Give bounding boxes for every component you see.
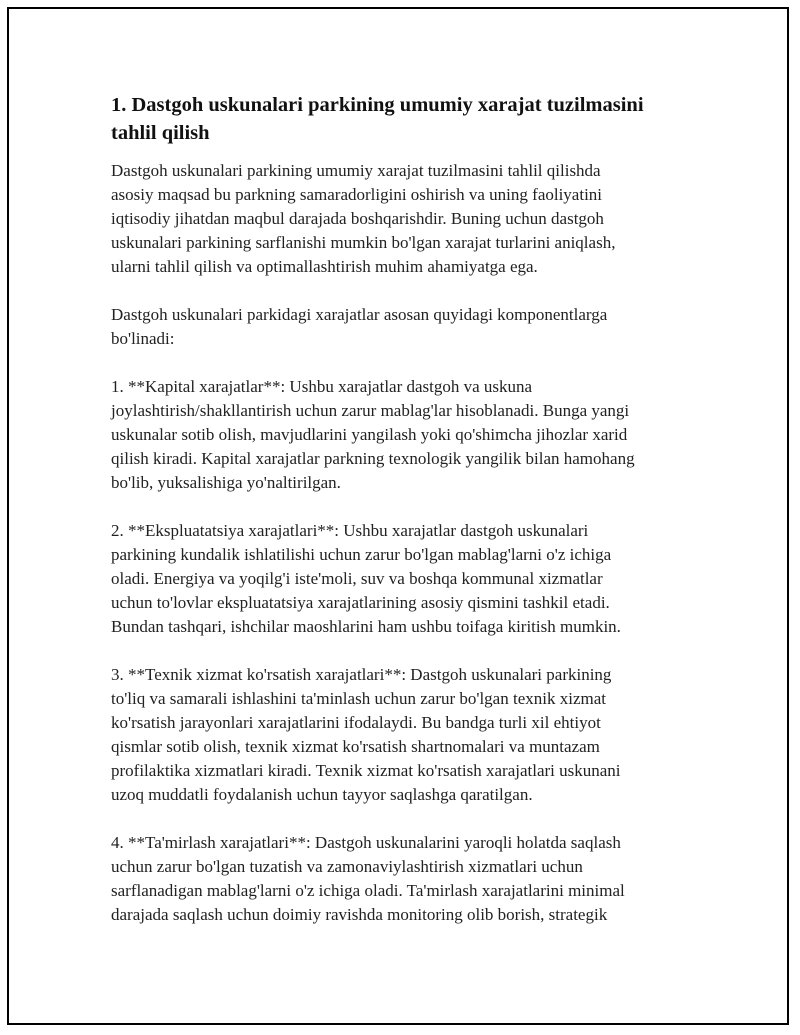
text-line: 3. **Texnik xizmat ko'rsatish xarajatlari**: Dastgoh uskunalari parkining <box>111 665 612 684</box>
text-line: Dastgoh uskunalari parkidagi xarajatlar asosan quyidagi komponentlarga <box>111 305 608 324</box>
intro-paragraph <box>111 159 686 279</box>
text-line: Dastgoh uskunalari parkining umumiy xarajat tuzilmasini tahlil qilishda <box>111 161 601 180</box>
maintenance-costs-paragraph <box>111 663 686 807</box>
capital-costs-paragraph <box>111 375 686 495</box>
section-heading <box>111 91 686 147</box>
text-line: Bundan tashqari, ishchilar maoshlarini ham ushbu toifaga kiritish mumkin. <box>111 617 621 636</box>
text-line: asosiy maqsad bu parkning samaradorligini oshirish va uning faoliyatini <box>111 185 603 204</box>
text-line: sarflanadigan mablag'larni o'z ichiga oladi. Ta'mirlash xarajatlarini minimal <box>111 881 625 900</box>
text-line: 1. **Kapital xarajatlar**: Ushbu xarajatlar dastgoh va uskuna <box>111 377 533 396</box>
operating-costs-paragraph <box>111 519 686 639</box>
text-line: 4. **Ta'mirlash xarajatlari**: Dastgoh uskunalarini yaroqli holatda saqlash <box>111 833 621 852</box>
text-line: qilish kiradi. Kapital xarajatlar parkning texnologik yangilik bilan hamohang <box>111 449 635 468</box>
text-line: uchun to'lovlar ekspluatatsiya xarajatlarining asosiy qismini tashkil etadi. <box>111 593 610 612</box>
repair-costs-paragraph <box>111 831 686 927</box>
text-line: joylashtirish/shakllantirish uchun zarur mablag'lar hisoblanadi. Bunga yangi <box>111 401 630 420</box>
text-line: darajada saqlash uchun doimiy ravishda monitoring olib borish, strategik <box>111 905 608 924</box>
text-line: parkining kundalik ishlatilishi uchun zarur bo'lgan mablag'larni o'z ichiga <box>111 545 612 564</box>
text-line: iqtisodiy jihatdan maqbul darajada boshqarishdir. Buning uchun dastgoh <box>111 209 604 228</box>
text-line: ko'rsatish jarayonlari xarajatlarini ifodalaydi. Bu bandga turli xil ehtiyot <box>111 713 601 732</box>
text-line: uskunalar sotib olish, mavjudlarini yangilash yoki qo'shimcha jihozlar xarid <box>111 425 628 444</box>
text-line: bo'lib, yuksalishiga yo'naltirilgan. <box>111 473 341 492</box>
components-intro-paragraph <box>111 303 686 351</box>
text-line: uchun zarur bo'lgan tuzatish va zamonaviylashtirish xizmatlari uchun <box>111 857 583 876</box>
text-line: 2. **Ekspluatatsiya xarajatlari**: Ushbu xarajatlar dastgoh uskunalari <box>111 521 589 540</box>
heading-line: tahlil qilish <box>111 122 210 144</box>
heading-line: 1. Dastgoh uskunalari parkining umumiy xarajat tuzilmasini <box>111 94 644 116</box>
text-line: oladi. Energiya va yoqilg'i iste'moli, suv va boshqa kommunal xizmatlar <box>111 569 603 588</box>
text-line: uzoq muddatli foydalanish uchun tayyor saqlashga qaratilgan. <box>111 785 533 804</box>
text-line: profilaktika xizmatlari kiradi. Texnik xizmat ko'rsatish xarajatlari uskunani <box>111 761 621 780</box>
text-line: bo'linadi: <box>111 329 175 348</box>
document-body <box>111 91 686 951</box>
text-line: uskunalari parkining sarflanishi mumkin bo'lgan xarajat turlarini aniqlash, <box>111 233 616 252</box>
text-line: qismlar sotib olish, texnik xizmat ko'rsatish shartnomalari va muntazam <box>111 737 600 756</box>
text-line: ularni tahlil qilish va optimallashtirish muhim ahamiyatga ega. <box>111 257 538 276</box>
text-line: to'liq va samarali ishlashini ta'minlash uchun zarur bo'lgan texnik xizmat <box>111 689 606 708</box>
